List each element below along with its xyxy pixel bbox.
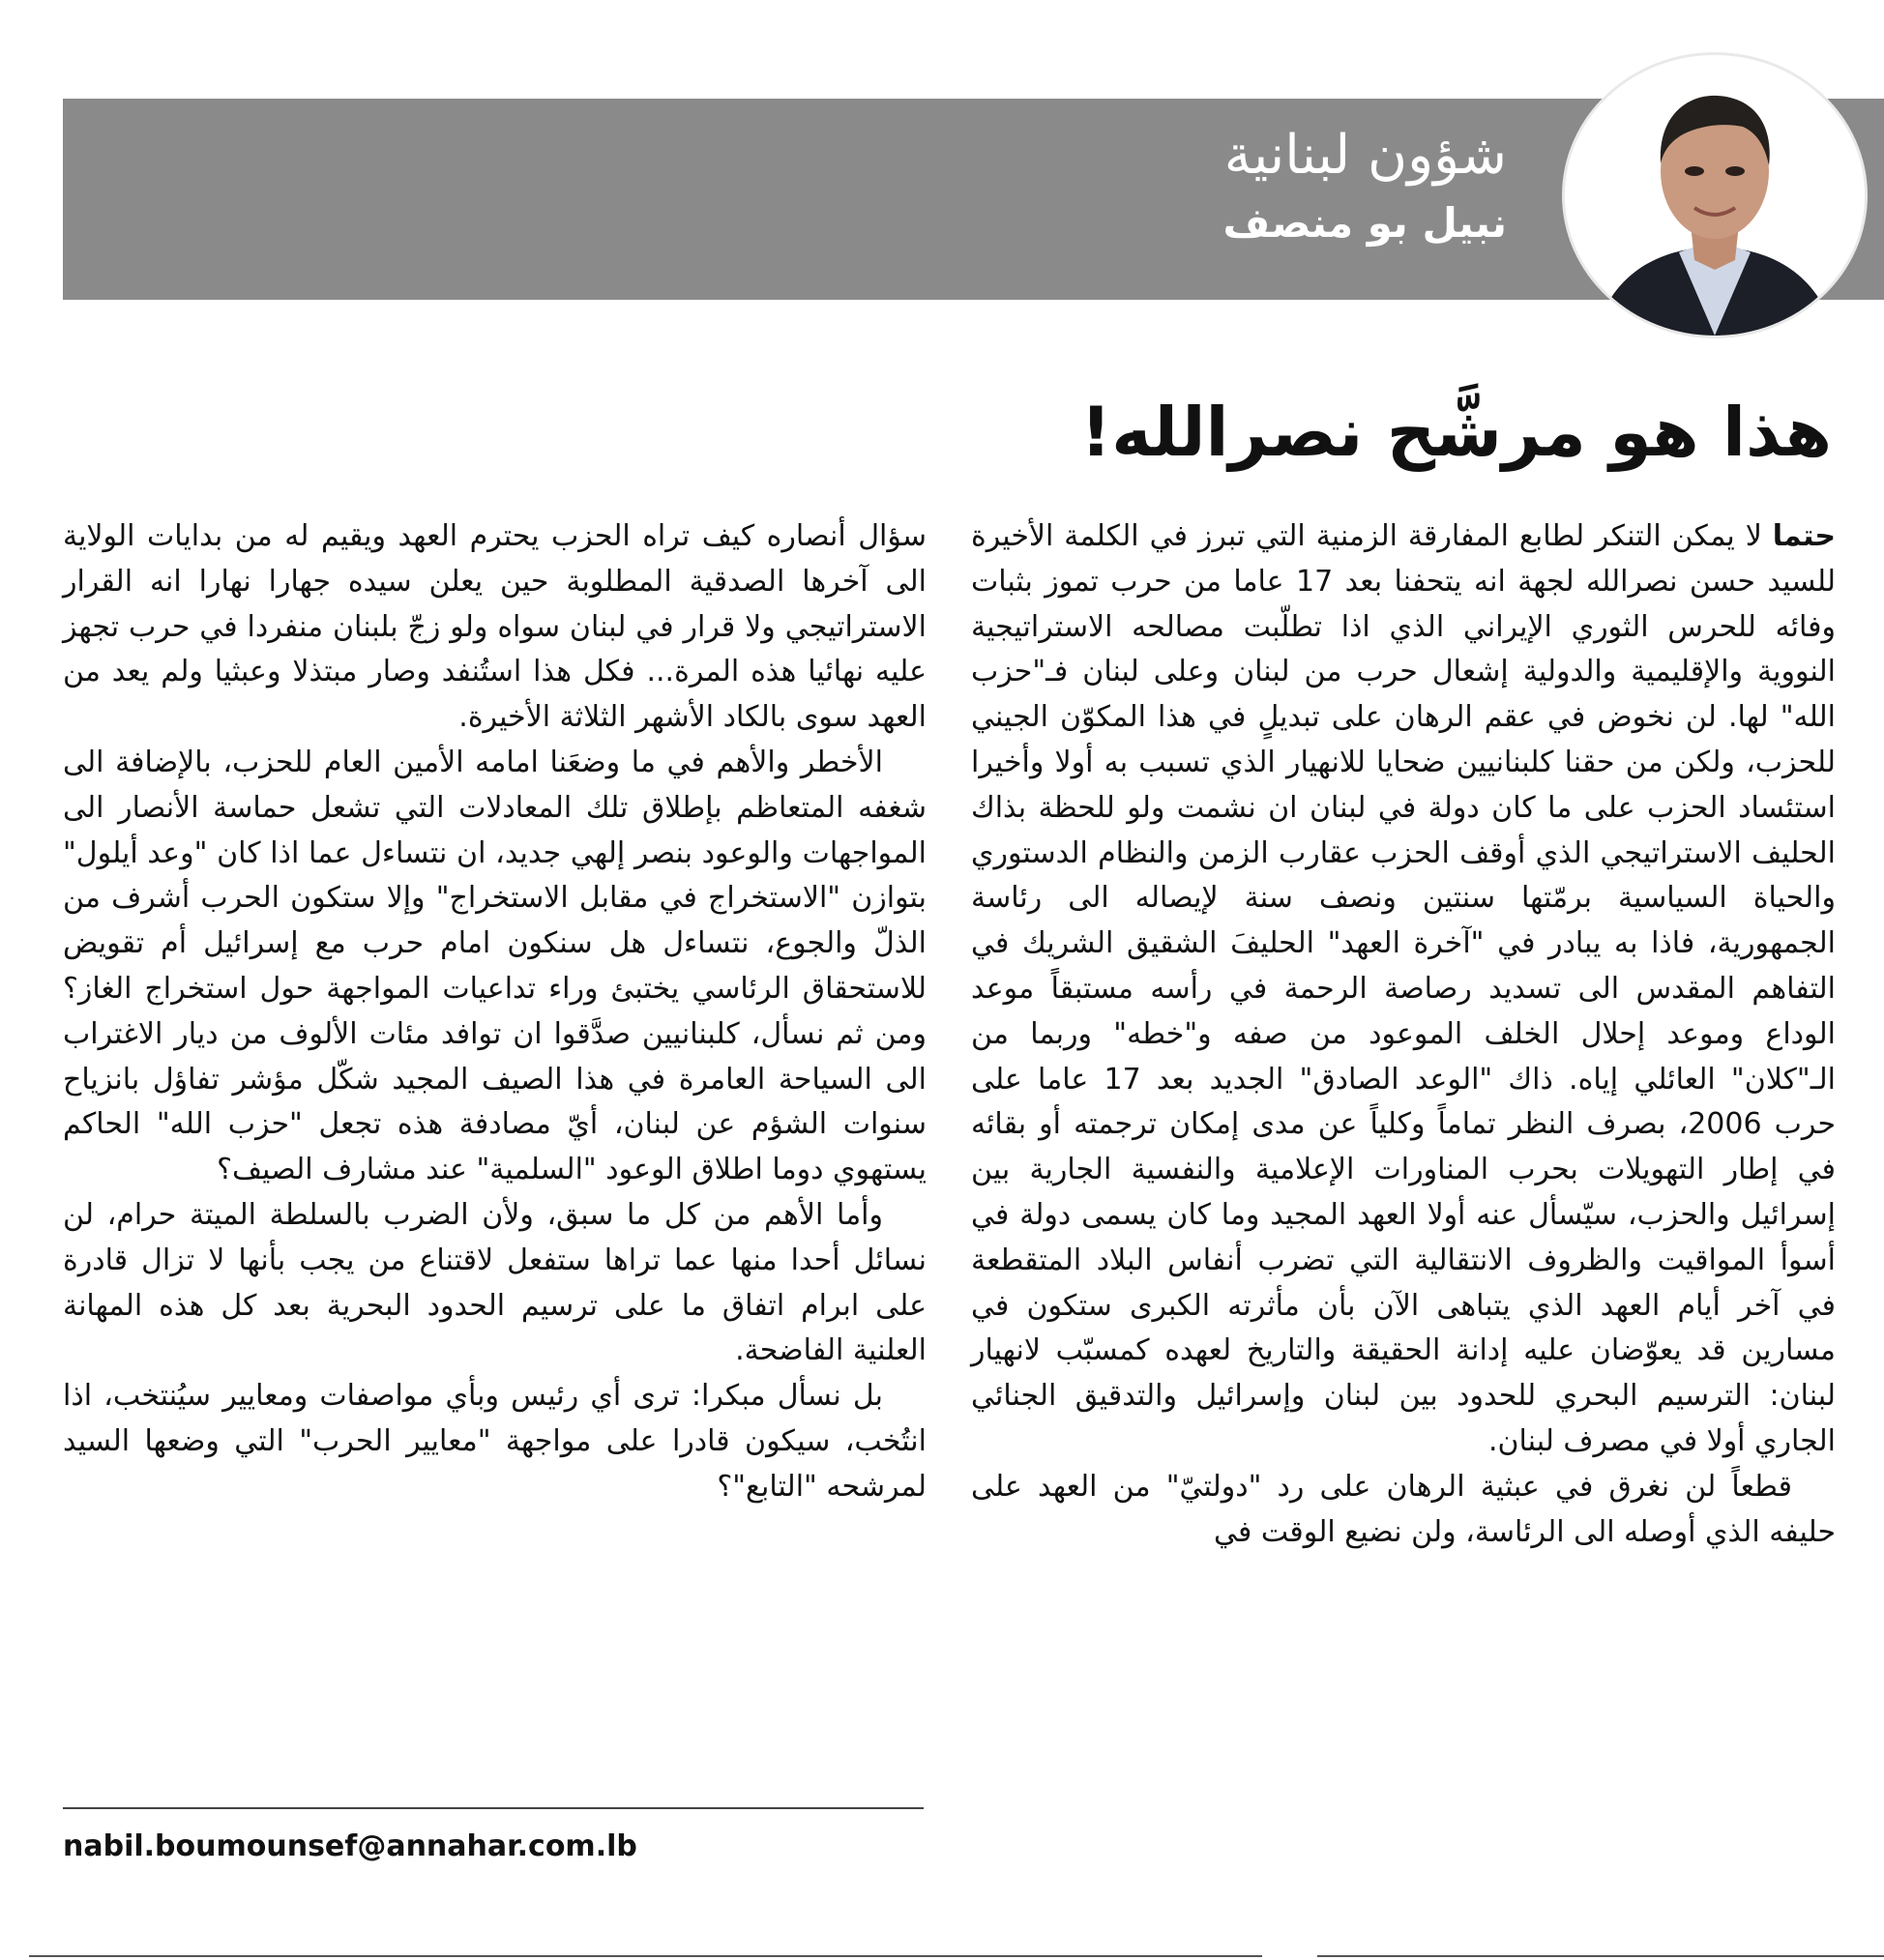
article-paragraph: الأخطر والأهم في ما وضعَنا امامه الأمين العام للحزب، بالإضافة الى شغفه المتعاظم بإطلاق تلك المعادلات التي تشعل حماسة الأنصار الى المواجهات والوعود بنصر إلهي جديد، ان نتساءل عما اذا كان "وعد أيلول" بتوازن "الاستخراج في مقابل الاستخراج" وإلا ستكون الحرب أشرف من الذلّ والجوع، نتساءل هل سنكون امام حرب مع إسرائيل أم تقويض للاستحقاق الرئاسي يختبئ وراء تداعيات المواجهة حول استخراج الغاز؟ ومن ثم نسأل، كلبنانيين صدَّقوا ان توافد مئات الألوف من ديار الاغتراب الى السياحة العامرة في هذا الصيف المجيد شكّل مؤشر تفاؤل بانزياح سنوات الشؤم عن لبنان، أيّ مصادفة هذه تجعل "حزب الله" الحاكم يستهوي دوما اطلاق الوعود "السلمية" عند مشارف الصيف؟ — [63, 745, 927, 1187]
article-paragraph: قطعاً لن نغرق في عبثية الرهان على رد "دولتيّ" من العهد على حليفه الذي أوصله الى الرئاسة، ولن نضيع الوقت في — [971, 1469, 1836, 1549]
paragraph-text: لا يمكن التنكر لطابع المفارقة الزمنية التي تبرز في الكلمة الأخيرة للسيد حسن نصرالله لجهة انه يتحفنا بعد 17 عاما من حرب تموز بثبات وفائه للحرس الثوري الإيراني الذي اذا تطلّبت مصالحه الاستراتيجية النووية والإقليمية والدولية إشعال حرب من لبنان وعلى لبنان فـ"حزب الله" لها. لن نخوض في عقم الرهان على تبديلٍ في هذا المكوّن الجيني للحزب، ولكن من حقنا كلبنانيين ضحايا للانهيار الذي تسبب به أولا وأخيرا استئساد الحزب على ما كان دولة في لبنان ان نشمت ولو للحظة بذاك الحليف الاستراتيجي الذي أوقف الحزب عقارب الزمن والنظام الدستوري والحياة السياسية برمّتها سنتين ونصف سنة لإيصاله الى رئاسة الجمهورية، فاذا به يبادر في "آخرة العهد" الحليفَ الشقيق الشريك في التفاهم المقدس الى تسديد رصاصة الرحمة في رأسه مستبقاً موعد الوداع وموعد إحلال الخلف الموعود من صفه و"خطه" وربما من الـ"كلان" العائلي إياه. ذاك "الوعد الصادق" الجديد بعد 17 عاما على حرب 2006، بصرف النظر تماماً وكلياً عن مدى إمكان ترجمته أو بقائه في إطار التهويلات بحرب المناورات الإعلامية والنفسية الجارية بين إسرائيل والحزب، سيّسأل عنه أولا العهد المجيد وما كان يسمى دولة في أسوأ المواقيت والظروف الانتقالية التي تضرب أنفاس البلاد المتقطعة في آخر أيام العهد الذي يتباهى الآن بأن مأثرته الكبرى ستكون في مسارين قد يعوّضان عليه إدانة الحقيقة والتاريخ لعهده كمسبّب لانهيار لبنان: الترسيم البحري للحدود بين لبنان وإسرائيل والتدقيق الجنائي الجاري أولا في مصرف لبنان. — [971, 519, 1836, 1458]
author-photo — [1565, 55, 1865, 336]
footer-divider — [63, 1807, 924, 1809]
article-headline: هذا هو مرشَّح نصرالله! — [1080, 393, 1832, 472]
section-title: شؤون لبنانية — [1223, 124, 1507, 187]
article-paragraph: وأما الأهم من كل ما سبق، ولأن الضرب بالسلطة الميتة حرام، لن نسائل أحدا منها عما تراها ستفعل لاقتناع من يجب بأنها لا تزال قادرة على ابرام اتفاق ما على ترسيم الحدود البحرية بعد كل هذه المهانة العلنية الفاضحة. — [63, 1197, 927, 1368]
article-column-left — [63, 514, 927, 1510]
article-paragraph: بل نسأل مبكرا: ترى أي رئيس وبأي مواصفات ومعايير سيُنتخب، اذا انتُخب، سيكون قادرا على مواجهة "معايير الحرب" التي وضعها السيد لمرشحه "التابع"؟ — [63, 1379, 927, 1504]
article-column-right — [971, 514, 1836, 1555]
page-bottom-rule — [29, 1955, 1262, 1957]
author-portrait-icon — [1565, 55, 1865, 336]
lead-word: حتما — [1772, 519, 1836, 553]
author-name: نبيل بو منصف — [1222, 199, 1507, 247]
article-paragraph: سؤال أنصاره كيف تراه الحزب يحترم العهد ويقيم له من بدايات الولاية الى آخرها الصدقية المطلوبة حين يعلن سيده جهارا نهارا انه القرار الاستراتيجي ولا قرار في لبنان سواه ولو زجّ بلبنان منفردا في حرب تجهز عليه نهائيا هذه المرة... فكل هذا استُنفد وصار مبتذلا وعبثيا ولم يعد من العهد سوى بالكاد الأشهر الثلاثة الأخيرة. — [63, 519, 927, 735]
page-bottom-rule — [1317, 1955, 1884, 1957]
author-email: nabil.boumounsef@annahar.com.lb — [63, 1829, 637, 1863]
article-paragraph — [971, 514, 1836, 1465]
